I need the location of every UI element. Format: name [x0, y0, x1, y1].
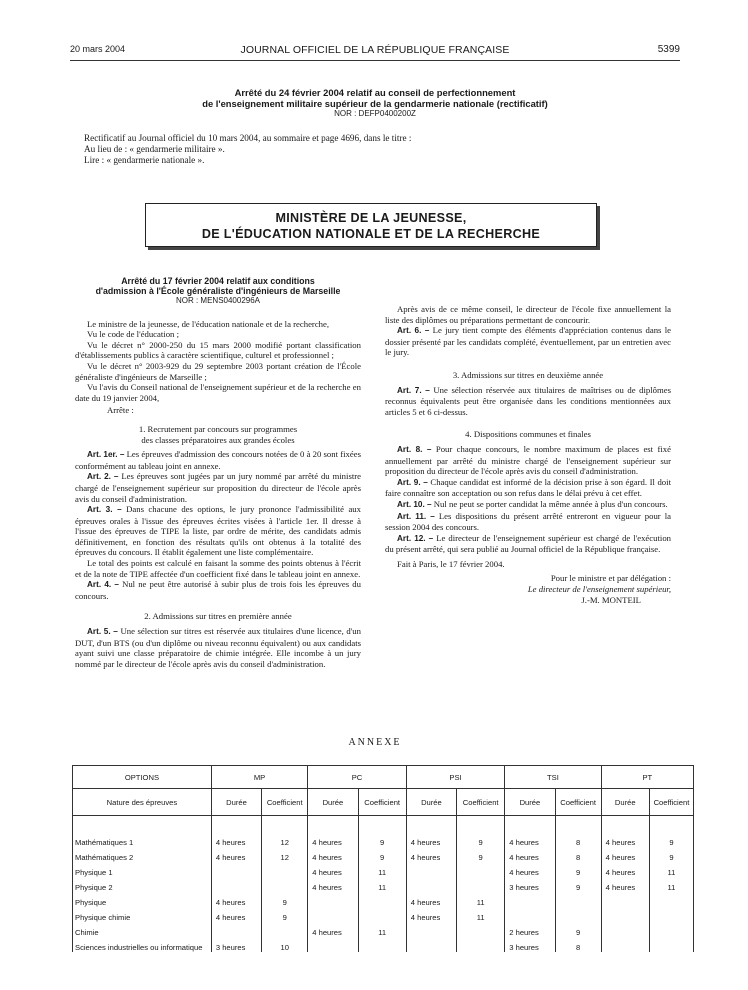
decree2-title-line2: d'admission à l'École généraliste d'ingénieurs de Marseille — [95, 286, 341, 296]
decree2-right-column — [385, 304, 671, 605]
table-cell-coefficient: 9 — [555, 877, 601, 892]
table-cell-duree — [406, 922, 456, 937]
article-7 — [385, 385, 671, 418]
article-12-label: Art. 12. – — [397, 533, 434, 543]
table-cell-coefficient: 12 — [262, 847, 308, 862]
article-8 — [385, 444, 671, 477]
decree2-nor: NOR : MENS0400296A — [175, 296, 261, 305]
article-10-label: Art. 10. – — [397, 499, 432, 509]
header-options: OPTIONS — [73, 766, 212, 789]
table-cell-duree: 4 heures — [406, 892, 456, 907]
table-cell-coefficient: 9 — [457, 816, 505, 848]
article-6-label: Art. 6. – — [397, 326, 430, 336]
table-cell-coefficient: 10 — [262, 937, 308, 952]
table-row — [73, 892, 694, 907]
table-cell-coefficient — [262, 877, 308, 892]
article-6 — [385, 325, 671, 358]
table-cell-coefficient: 9 — [262, 892, 308, 907]
table-cell-coefficient — [649, 937, 693, 952]
table-cell-duree: 3 heures — [211, 937, 261, 952]
table-cell-subject: Sciences industrielles ou informatique — [73, 937, 212, 952]
subheader-coef: Coefficient — [555, 789, 601, 816]
table-cell-duree — [211, 922, 261, 937]
rect-line3: Lire : « gendarmerie nationale ». — [84, 155, 205, 165]
decree1-title-line1: Arrêté du 24 février 2004 relatif au conseil de perfectionnement — [234, 87, 516, 98]
table-cell-coefficient — [358, 937, 406, 952]
table-cell-duree — [406, 877, 456, 892]
table-cell-coefficient: 11 — [358, 922, 406, 937]
table-cell-subject: Physique 2 — [73, 877, 212, 892]
table-cell-coefficient: 9 — [555, 922, 601, 937]
table-cell-duree: 3 heures — [505, 937, 555, 952]
article-1-label: Art. 1er. – — [87, 450, 125, 460]
subheader-duree: Durée — [211, 789, 261, 816]
table-cell-coefficient — [358, 892, 406, 907]
table-cell-coefficient: 11 — [358, 877, 406, 892]
rect-line1: Rectificatif au Journal officiel du 10 mars 2004, au sommaire et page 4696, dans le titre : — [84, 133, 412, 143]
table-row — [73, 816, 694, 848]
table-cell-duree — [308, 907, 358, 922]
header-rule — [70, 60, 680, 61]
article-7-text: Une sélection réservée aux titulaires de maîtrises ou de diplômes reconnus équivalents peut être organisée dans les conditions mentionnées aux articles 5 et 6 ci-dessus. — [385, 384, 672, 417]
page-header — [70, 44, 680, 58]
table-cell-duree — [505, 892, 555, 907]
article-11-label: Art. 11. – — [397, 511, 435, 521]
table-cell-coefficient: 8 — [555, 847, 601, 862]
table-cell-coefficient — [649, 907, 693, 922]
header-option-mp: MP — [211, 766, 307, 789]
section3-heading: 3. Admissions sur titres en deuxième année — [452, 369, 604, 380]
decree2-vu3: Vu le décret n° 2003-929 du 29 septembre 2003 portant création de l'École généraliste d'ingénieurs de Marseille ; — [75, 360, 361, 382]
article-11-text: Les dispositions du présent arrêté entreront en vigueur pour la session 2004 des concours. — [385, 510, 671, 533]
section4-heading: 4. Dispositions communes et finales — [465, 429, 591, 440]
table-cell-duree: 4 heures — [601, 847, 649, 862]
signature-line2: Le directeur de l'enseignement supérieur, — [527, 584, 671, 595]
table-cell-duree — [601, 907, 649, 922]
article-12 — [385, 533, 671, 555]
table-cell-duree: 4 heures — [406, 907, 456, 922]
table-cell-coefficient: 11 — [457, 907, 505, 922]
table-cell-duree: 4 heures — [308, 877, 358, 892]
table-cell-subject: Mathématiques 2 — [73, 847, 212, 862]
article-8-text: Pour chaque concours, le nombre maximum de places est fixé annuellement par arrêté du ministre chargé de l'enseignement supérieur sur proposition du directeur de l'école après avis du conseil d'administration. — [385, 443, 671, 477]
article-1 — [75, 449, 361, 471]
section2-heading: 2. Admissions sur titres en première année — [144, 611, 292, 622]
table-cell-coefficient — [649, 892, 693, 907]
decree2-vu2: Vu le décret n° 2000-250 du 15 mars 2000 modifié portant classification d'établissements publics à caractère scientifique, culturel et professionnel ; — [75, 339, 361, 361]
table-cell-subject: Chimie — [73, 922, 212, 937]
table-cell-coefficient — [457, 922, 505, 937]
header-page-number: 5399 — [657, 44, 680, 55]
table-cell-duree: 4 heures — [308, 862, 358, 877]
table-cell-duree: 4 heures — [601, 816, 649, 848]
rect-line2: Au lieu de : « gendarmerie militaire ». — [84, 144, 225, 154]
ministry-line2: DE L'ÉDUCATION NATIONALE ET DE LA RECHERCHE — [201, 227, 541, 241]
article-8-label: Art. 8. – — [397, 444, 432, 454]
table-cell-coefficient: 9 — [358, 847, 406, 862]
table-cell-coefficient — [457, 937, 505, 952]
article-3-para2: Le total des points est calculé en faisant la somme des points obtenus à l'écrit et de la note de TIPE affectée d'un coefficient fixé dans le tableau joint en annexe. — [75, 558, 361, 579]
table-cell-duree: 4 heures — [406, 816, 456, 848]
table-cell-coefficient: 11 — [649, 877, 693, 892]
ministry-box — [145, 203, 597, 247]
table-cell-coefficient — [358, 907, 406, 922]
table-cell-coefficient: 12 — [262, 816, 308, 848]
subheader-duree: Durée — [601, 789, 649, 816]
table-cell-coefficient: 9 — [649, 847, 693, 862]
article-5-para2: Après avis de ce même conseil, le directeur de l'école fixe annuellement la liste des diplômes ou préparations permettant de concourir. — [385, 304, 671, 325]
decree1-nor: NOR : DEFP0400200Z — [334, 109, 416, 118]
table-cell-coefficient: 11 — [649, 862, 693, 877]
table-cell-subject: Physique 1 — [73, 862, 212, 877]
table-row — [73, 847, 694, 862]
article-11 — [385, 511, 671, 533]
subheader-duree: Durée — [406, 789, 456, 816]
decree2-vu1: Vu le code de l'éducation ; — [87, 329, 179, 340]
table-row — [73, 877, 694, 892]
table-subheader-row — [73, 789, 694, 816]
table-cell-coefficient — [555, 907, 601, 922]
signature-name: J.-M. MONTEIL — [581, 594, 641, 605]
article-5 — [75, 626, 361, 669]
article-2-text: Les épreuves sont jugées par un jury nommé par arrêté du ministre chargé de l'enseignement supérieur sur proposition du directeur de l'école après avis du conseil d'administration. — [75, 471, 361, 504]
table-cell-duree: 4 heures — [505, 847, 555, 862]
subheader-coef: Coefficient — [457, 789, 505, 816]
table-cell-duree — [601, 937, 649, 952]
table-cell-duree: 4 heures — [211, 847, 261, 862]
section1-line1: 1. Recrutement par concours sur programmes — [138, 423, 298, 434]
table-cell-duree — [601, 922, 649, 937]
table-cell-coefficient — [457, 877, 505, 892]
fait-a-paris: Fait à Paris, le 17 février 2004. — [397, 558, 505, 569]
article-5-label: Art. 5. – — [87, 627, 118, 637]
decree1-rectificatif — [84, 133, 604, 166]
article-4 — [75, 579, 361, 601]
article-12-text: Le directeur de l'enseignement supérieur est chargé de l'exécution du présent arrêté, qui sera publié au Journal officiel de la République française. — [385, 532, 672, 555]
table-cell-duree: 4 heures — [211, 892, 261, 907]
table-cell-duree — [601, 892, 649, 907]
table-cell-coefficient: 9 — [649, 816, 693, 848]
article-4-label: Art. 4. – — [87, 580, 119, 590]
table-cell-coefficient: 8 — [555, 816, 601, 848]
subheader-coef: Coefficient — [649, 789, 693, 816]
annexe-table-body — [73, 816, 694, 953]
subheader-duree: Durée — [308, 789, 358, 816]
table-cell-duree — [211, 877, 261, 892]
table-cell-duree: 4 heures — [505, 816, 555, 848]
table-cell-coefficient — [457, 862, 505, 877]
table-cell-coefficient: 9 — [555, 862, 601, 877]
decree2-intro: Le ministre de la jeunesse, de l'éducation nationale et de la recherche, — [87, 318, 330, 329]
article-3-label: Art. 3. – — [87, 505, 122, 515]
table-cell-coefficient: 8 — [555, 937, 601, 952]
article-5-text: Une sélection sur titres est réservée aux titulaires d'une licence, d'un DUT, d'un BTS (ou d'un diplôme ou niveau reconnu équivalent) ou aux candidats ayant suivi une classe préparatoire de chimie intégrée. Elle incombe à un jury nommé par le directeur de l'école après avis du conseil d'administration. — [75, 626, 361, 669]
decree1-title-line2: de l'enseignement militaire supérieur de la gendarmerie nationale (rectificatif) — [202, 97, 548, 109]
article-9 — [385, 477, 671, 499]
table-cell-duree: 4 heures — [211, 816, 261, 848]
article-9-text: Chaque candidat est informé de la décision prise à son égard. Il doit faire connaître son acceptation ou son refus dans le délai prévu à cet effet. — [385, 476, 671, 499]
table-cell-coefficient — [649, 922, 693, 937]
subheader-nature: Nature des épreuves — [73, 789, 212, 816]
subheader-duree: Durée — [505, 789, 555, 816]
header-option-tsi: TSI — [505, 766, 601, 789]
table-cell-coefficient: 9 — [262, 907, 308, 922]
table-cell-duree — [505, 907, 555, 922]
ministry-line1: MINISTÈRE DE LA JEUNESSE, — [275, 211, 467, 225]
article-10 — [385, 499, 671, 511]
section1-line2: des classes préparatoires aux grandes écoles — [141, 434, 295, 445]
header-option-pc: PC — [308, 766, 407, 789]
article-7-label: Art. 7. – — [397, 385, 430, 395]
article-4-text: Nul ne peut être autorisé à subir plus de trois fois les épreuves du concours. — [75, 579, 361, 601]
decree2-left-column — [75, 276, 361, 669]
table-row — [73, 862, 694, 877]
table-cell-subject: Physique — [73, 892, 212, 907]
table-cell-coefficient — [262, 922, 308, 937]
subheader-coef: Coefficient — [262, 789, 308, 816]
decree1-title — [70, 88, 680, 120]
annexe-table — [72, 765, 694, 952]
signature-line1: Pour le ministre et par délégation : — [550, 573, 671, 584]
table-cell-duree — [406, 862, 456, 877]
header-option-psi: PSI — [406, 766, 505, 789]
table-row — [73, 937, 694, 952]
table-cell-coefficient: 9 — [457, 847, 505, 862]
article-3-text: Dans chacune des options, le jury prononce l'admissibilité aux épreuves orales à l'issue des épreuves écrites visées à l'article 1er. Il dresse à l'issue des épreuves de TIPE la liste, par ordre de mérite, des candidats admis définitivement, en fonction des résultats qu'ils ont obtenus à la totalité des épreuves du concours. Il établit également une liste complémentaire. — [75, 504, 361, 558]
table-cell-subject: Mathématiques 1 — [73, 816, 212, 848]
table-cell-duree: 2 heures — [505, 922, 555, 937]
table-cell-coefficient: 9 — [358, 816, 406, 848]
table-cell-coefficient — [262, 862, 308, 877]
table-cell-subject: Physique chimie — [73, 907, 212, 922]
decree2-vu4: Vu l'avis du Conseil national de l'enseignement supérieur et de la recherche en date du 19 janvier 2004, — [75, 382, 361, 403]
table-cell-duree: 3 heures — [505, 877, 555, 892]
table-cell-duree: 4 heures — [406, 847, 456, 862]
table-cell-coefficient: 11 — [457, 892, 505, 907]
table-cell-duree: 4 heures — [308, 922, 358, 937]
table-cell-coefficient — [555, 892, 601, 907]
table-cell-coefficient: 11 — [358, 862, 406, 877]
article-3 — [75, 504, 361, 558]
table-cell-duree: 4 heures — [308, 847, 358, 862]
header-option-pt: PT — [601, 766, 693, 789]
article-2-label: Art. 2. – — [87, 472, 119, 482]
article-10-text: Nul ne peut se porter candidat la même année à plus d'un concours. — [433, 498, 668, 509]
article-6-text: Le jury tient compte des éléments d'appréciation contenus dans le dossier présenté par les candidats complété, éventuellement, par un entretien avec le jury. — [385, 325, 671, 358]
table-cell-duree: 4 heures — [601, 862, 649, 877]
table-header-row — [73, 766, 694, 789]
table-cell-duree — [308, 937, 358, 952]
article-9-label: Art. 9. – — [397, 477, 428, 487]
article-2 — [75, 471, 361, 504]
annexe-title: ANNEXE — [348, 737, 402, 748]
decree2-title-line1: Arrêté du 17 février 2004 relatif aux conditions — [121, 276, 315, 286]
table-cell-duree — [211, 862, 261, 877]
table-cell-duree: 4 heures — [211, 907, 261, 922]
table-cell-duree: 4 heures — [505, 862, 555, 877]
table-row — [73, 922, 694, 937]
decree2-arrete: Arrête : — [107, 405, 134, 416]
header-journal-title: JOURNAL OFFICIEL DE LA RÉPUBLIQUE FRANÇAISE — [240, 44, 510, 56]
table-cell-duree: 4 heures — [308, 816, 358, 848]
table-row — [73, 907, 694, 922]
subheader-coef: Coefficient — [358, 789, 406, 816]
header-date: 20 mars 2004 — [70, 44, 126, 54]
table-cell-duree — [406, 937, 456, 952]
table-cell-duree — [308, 892, 358, 907]
table-cell-duree: 4 heures — [601, 877, 649, 892]
article-1-text: Les épreuves d'admission des concours notées de 0 à 20 sont fixées conformément au tableau joint en annexe. — [75, 449, 361, 471]
